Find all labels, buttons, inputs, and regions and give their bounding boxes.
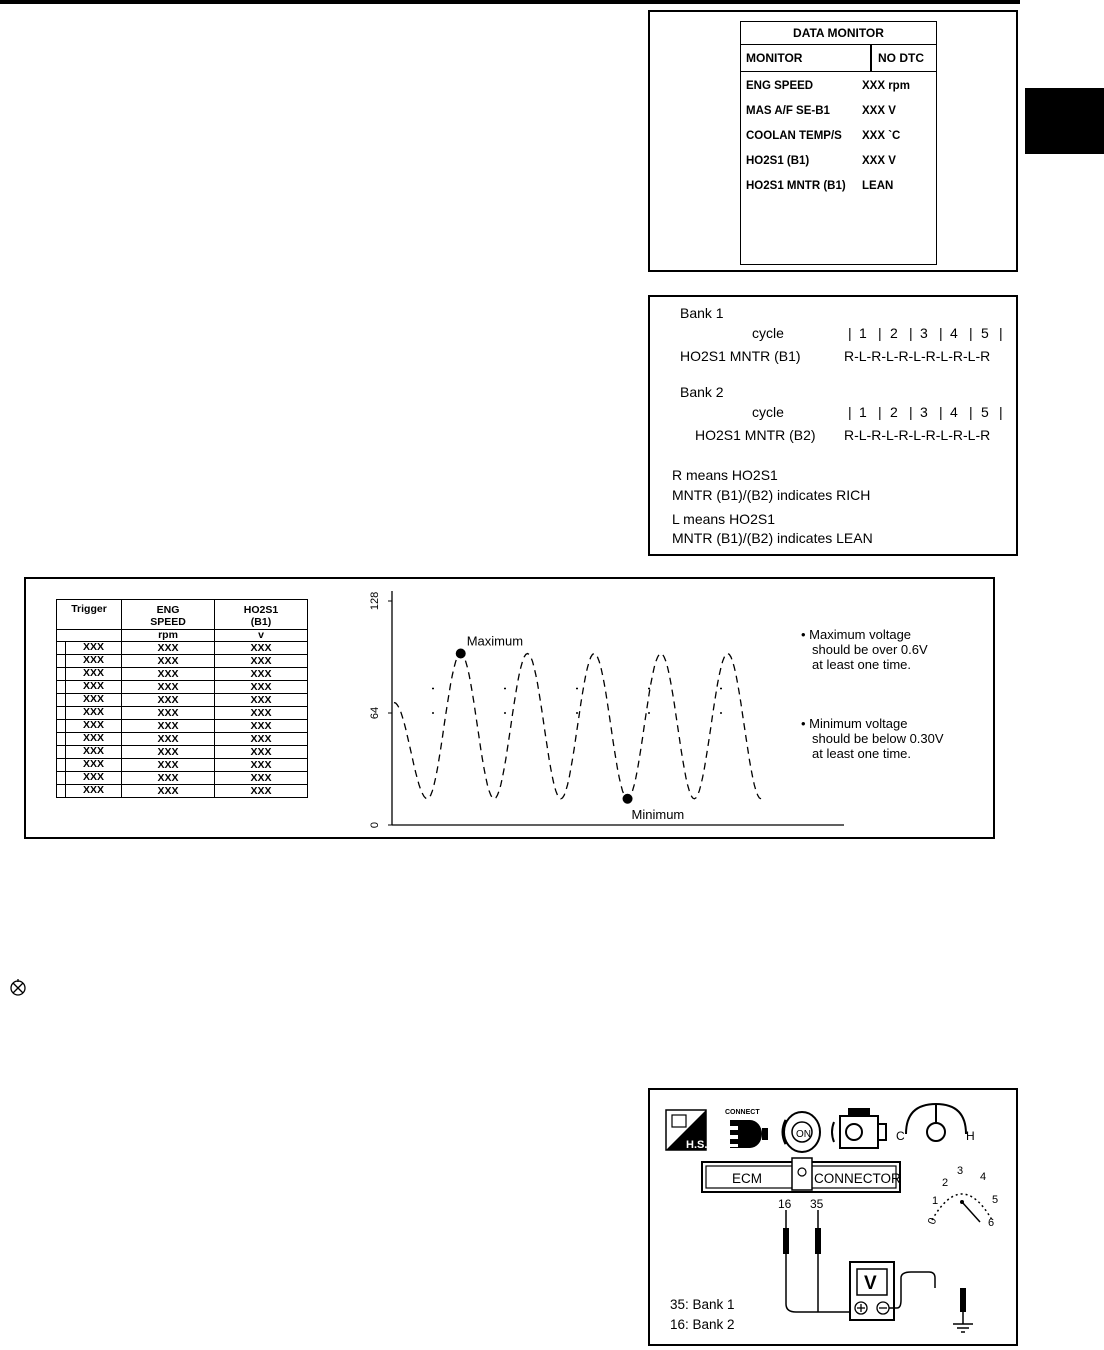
monitor-row (741, 177, 936, 197)
bank2-cycle-number: 5 (981, 404, 989, 420)
bank2-cycle-separator: | (999, 404, 1003, 420)
bank2-cycle-separator: | (848, 404, 852, 420)
table-cell: XXX (57, 681, 122, 694)
svg-text:3: 3 (957, 1165, 964, 1177)
no-dtc-label: NO DTC (878, 51, 924, 65)
table-cell: XXX (215, 720, 308, 733)
bank1-cycle-separator: | (999, 325, 1003, 341)
y-tick-label: 128 (369, 591, 381, 611)
rich-definition-line2: MNTR (B1)/(B2) indicates RICH (672, 487, 871, 503)
svg-text:0: 0 (925, 1216, 940, 1227)
table-cell: XXX (215, 733, 308, 746)
monitor-item-value: XXX rpm (862, 80, 910, 92)
min-voltage-note: • Minimum voltage should be below 0.30V at least one time. (801, 716, 944, 761)
bank2-cycle-number: 4 (950, 404, 958, 420)
data-monitor-header (741, 45, 936, 72)
trigger-header: Trigger (57, 600, 122, 630)
table-cell: XXX (57, 733, 122, 746)
unit-cell: v (215, 630, 308, 642)
top-rule (0, 0, 1020, 4)
bank1-cycle-separator: | (848, 325, 852, 341)
bank2-sequence: R-L-R-L-R-L-R-L-R-L-R (844, 427, 991, 443)
monitor-row (741, 152, 936, 172)
bank1-cycle-separator: | (878, 325, 882, 341)
maximum-label: Maximum (466, 633, 524, 649)
bank1-cycle-separator: | (969, 325, 973, 341)
voltage-graph-figure (24, 577, 995, 839)
monitor-item-name: COOLAN TEMP/S (746, 130, 842, 142)
data-monitor-figure (648, 10, 1018, 272)
ecm-connector (702, 1158, 901, 1192)
svg-text:5: 5 (992, 1194, 999, 1206)
table-cell: XXX (57, 746, 122, 759)
table-cell: XXX (215, 772, 308, 785)
svg-text:4: 4 (980, 1171, 987, 1183)
bank1-cycle-label: cycle (752, 325, 784, 341)
bank2-cycle-number: 1 (859, 404, 867, 420)
bank1-title: Bank 1 (680, 305, 724, 321)
eng-speed-header: ENG SPEED (122, 600, 215, 630)
ignition-on-icon (783, 1112, 820, 1152)
table-cell: XXX (57, 642, 122, 655)
connect-plug-icon (725, 1109, 768, 1148)
table-cell: XXX (122, 772, 215, 785)
bank2-cycle-separator: | (969, 404, 973, 420)
table-cell: XXX (122, 707, 215, 720)
bank1-cycle-number: 4 (950, 325, 958, 341)
monitor-item-value: XXX `C (862, 130, 901, 142)
no-disassembly-icon (8, 978, 28, 998)
data-monitor-screen (740, 21, 937, 265)
bank1-monitor-label: HO2S1 MNTR (B1) (680, 348, 801, 364)
bank2-cycle-separator: | (878, 404, 882, 420)
svg-text:H: H (966, 1129, 975, 1143)
bank2-title: Bank 2 (680, 384, 724, 400)
bank2-cycle-number: 2 (890, 404, 898, 420)
table-cell: XXX (122, 746, 215, 759)
maximum-point (456, 649, 466, 659)
monitor-row (741, 77, 936, 97)
table-cell: XXX (215, 707, 308, 720)
ecm-connector-figure (648, 1088, 1018, 1346)
y-tick-label: 0 (369, 821, 381, 829)
monitor-item-name: HO2S1 (B1) (746, 155, 810, 167)
section-tab (1025, 88, 1104, 154)
table-cell: XXX (215, 681, 308, 694)
svg-text:2: 2 (942, 1177, 949, 1189)
bank1-cycle-number: 5 (981, 325, 989, 341)
table-cell: XXX (122, 785, 215, 798)
caption-bank2: 16: Bank 2 (670, 1317, 735, 1332)
svg-text:ON: ON (796, 1129, 811, 1140)
monitor-item-name: HO2S1 MNTR (B1) (746, 180, 846, 192)
pin-16-label: 16 (778, 1197, 792, 1211)
table-cell: XXX (57, 668, 122, 681)
bank2-cycle-separator: | (939, 404, 943, 420)
header-divider (870, 45, 872, 71)
svg-text:CONNECTOR: CONNECTOR (814, 1171, 901, 1186)
table-cell: XXX (215, 668, 308, 681)
rich-definition-line1: R means HO2S1 (672, 467, 778, 483)
table-cell: XXX (57, 720, 122, 733)
bank2-cycle-separator: | (909, 404, 913, 420)
ho2s1-header: HO2S1 (B1) (215, 600, 308, 630)
table-cell: XXX (215, 694, 308, 707)
bank1-cycle-number: 2 (890, 325, 898, 341)
table-cell: XXX (57, 694, 122, 707)
table-cell: XXX (215, 785, 308, 798)
minimum-label: Minimum (631, 806, 685, 822)
table-cell: XXX (215, 746, 308, 759)
y-tick-label: 64 (369, 706, 381, 720)
svg-text:ECM: ECM (732, 1171, 762, 1186)
caption-bank1: 35: Bank 1 (670, 1297, 735, 1312)
monitor-row (741, 102, 936, 122)
table-cell: XXX (215, 759, 308, 772)
bank1-sequence: R-L-R-L-R-L-R-L-R-L-R (844, 348, 991, 364)
lean-definition-line2: MNTR (B1)/(B2) indicates LEAN (672, 530, 873, 546)
table-cell: XXX (122, 642, 215, 655)
bank1-cycle-number: 3 (920, 325, 928, 341)
bank2-monitor-label: HO2S1 MNTR (B2) (695, 427, 816, 443)
lean-definition-line1: L means HO2S1 (672, 511, 775, 527)
minimum-point (623, 794, 633, 804)
table-cell: XXX (57, 785, 122, 798)
svg-text:C: C (896, 1129, 905, 1143)
table-cell: XXX (122, 668, 215, 681)
monitor-item-value: XXX V (862, 105, 896, 117)
voltmeter (850, 1262, 973, 1332)
table-cell: XXX (122, 733, 215, 746)
table-cell: XXX (122, 655, 215, 668)
bank2-cycle-label: cycle (752, 404, 784, 420)
voltage-series-line (394, 654, 761, 799)
data-monitor-title: DATA MONITOR (741, 22, 936, 45)
voltage-scale-gauge (926, 1165, 998, 1229)
table-cell: XXX (57, 772, 122, 785)
monitor-item-name: ENG SPEED (746, 80, 814, 92)
test-probes (783, 1210, 858, 1312)
max-voltage-note: • Maximum voltage should be over 0.6V at least one time. (801, 627, 928, 672)
bank2-cycle-number: 3 (920, 404, 928, 420)
table-cell: XXX (57, 707, 122, 720)
monitor-item-value: XXX V (862, 155, 896, 167)
svg-text:V: V (864, 1273, 877, 1294)
table-cell: XXX (215, 642, 308, 655)
svg-text:H.S.: H.S. (686, 1139, 708, 1151)
engine-running-icon (832, 1108, 886, 1148)
voltage-chart (26, 579, 993, 837)
table-cell: XXX (122, 759, 215, 772)
table-cell: XXX (215, 655, 308, 668)
table-cell: XXX (57, 759, 122, 772)
monitor-label: MONITOR (746, 51, 803, 65)
unit-cell: rpm (122, 630, 215, 642)
svg-text:6: 6 (988, 1217, 995, 1229)
monitor-item-value: LEAN (862, 180, 894, 192)
table-cell: XXX (122, 720, 215, 733)
bank1-cycle-separator: | (909, 325, 913, 341)
bank1-cycle-separator: | (939, 325, 943, 341)
monitor-row (741, 127, 936, 147)
bank1-cycle-number: 1 (859, 325, 867, 341)
bank-cycle-figure (648, 295, 1018, 556)
table-cell: XXX (122, 694, 215, 707)
monitor-item-name: MAS A/F SE-B1 (746, 105, 830, 117)
table-cell: XXX (57, 655, 122, 668)
pin-35-label: 35 (810, 1197, 824, 1211)
svg-text:CONNECT: CONNECT (725, 1109, 760, 1116)
svg-text:1: 1 (932, 1195, 939, 1207)
table-cell: XXX (122, 681, 215, 694)
hs-icon (666, 1110, 707, 1151)
warm-engine-icon (896, 1104, 975, 1143)
